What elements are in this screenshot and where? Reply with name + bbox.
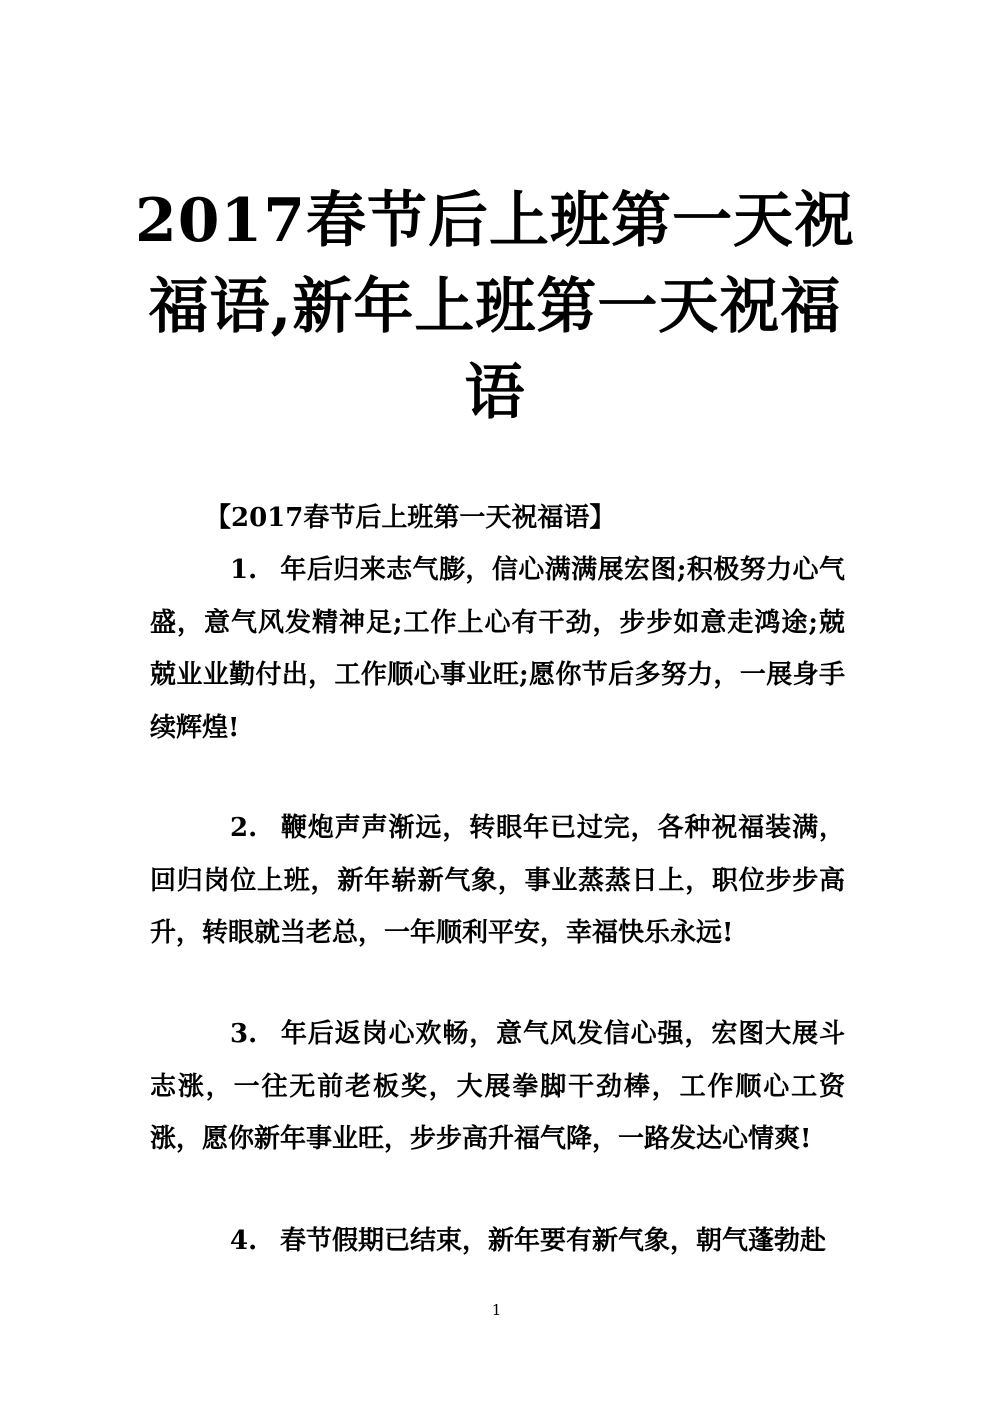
item-number: 4. bbox=[230, 1226, 258, 1256]
item-text: 鞭炮声声渐远，转眼年已过完，各种祝福装满，回归岗位上班，新年崭新气象，事业蒸蒸日上，职位步步高升，转眼就当老总，一年顺利平安，幸福快乐永远! bbox=[150, 813, 845, 948]
item-number: 2. bbox=[230, 813, 258, 843]
list-item bbox=[150, 544, 845, 754]
list-item bbox=[150, 802, 845, 960]
document-title: 2017春节后上班第一天祝福语,新年上班第一天祝福语 bbox=[135, 186, 855, 428]
item-text: 年后返岗心欢畅，意气风发信心强，宏图大展斗志涨，一往无前老板奖，大展拳脚干劲棒，工作顺心工资涨，愿你新年事业旺，步步高升福气降，一路发达心情爽! bbox=[150, 1019, 845, 1154]
list-item bbox=[150, 1215, 845, 1268]
item-text: 年后归来志气膨，信心满满展宏图;积极努力心气盛，意气风发精神足;工作上心有干劲，步步如意走鸿途;兢兢业业勤付出，工作顺心事业旺;愿你节后多努力，一展身手续辉煌! bbox=[150, 555, 845, 743]
item-number: 1. bbox=[230, 555, 258, 585]
section-heading: 【2017春节后上班第一天祝福语】 bbox=[205, 503, 616, 533]
list-item bbox=[150, 1008, 845, 1166]
item-text: 春节假期已结束，新年要有新气象，朝气蓬勃赴 bbox=[280, 1226, 827, 1256]
page-number: 1 bbox=[491, 1301, 502, 1319]
item-number: 3. bbox=[230, 1019, 258, 1049]
